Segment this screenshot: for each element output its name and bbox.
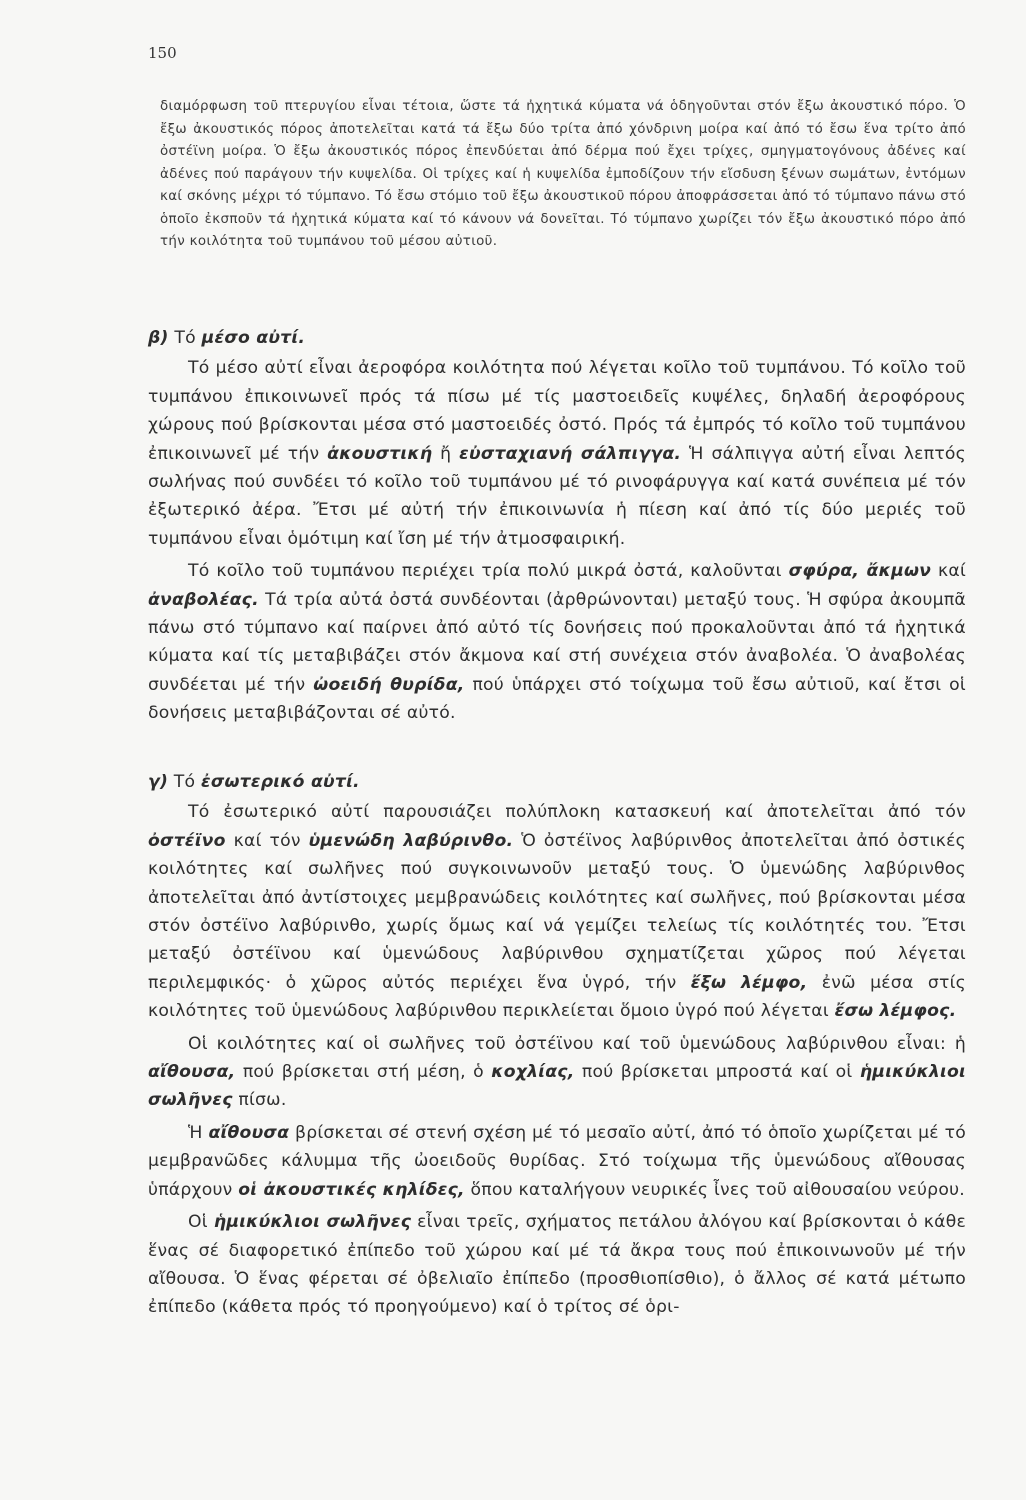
text-run: πού βρίσκεται μπροστά καί οἱ [581,1062,853,1083]
text-run: ἤ [440,443,452,464]
bold-term: ἔσω λέμφος. [834,1001,957,1022]
paragraph [148,1119,966,1204]
heading-term: ἐσωτερικό αὐτί. [201,772,360,792]
text-run: καί [937,561,967,582]
bold-term: αἴθουσα [208,1122,290,1143]
intro-block [160,96,966,254]
heading-article: Τό [173,772,196,792]
text-run: Τό ἐσωτερικό αὐτί παρουσιάζει πολύπλοκη κατασκευή καί ἀποτελεῖται ἀπό τόν [188,802,966,823]
section-inner-ear [148,768,966,1326]
bold-term: ἡμικύκλιοι σωλῆνες [148,1062,966,1111]
bold-term: ὠοειδή θυρίδα, [313,674,465,695]
page-number: 150 [148,44,177,62]
bold-term: οἱ ἀκουστικές κηλίδες, [238,1179,465,1200]
text-run: βρίσκεται σέ στενή σχέση μέ τό μεσαῖο αὐτί, ἀπό τό ὁποῖο χωρίζεται μέ τό μεμβρανῶδες κάλυμμα τῆς ὠοειδοῦς θυρίδας. Στό τοίχωμα τῆς ὑμενώδους αἴθουσας ὑπάρχουν [148,1122,966,1200]
paragraph [148,1030,966,1115]
bold-term: σφύρα, ἄκμων [788,561,932,582]
heading-term: μέσο αὐτί. [201,328,306,348]
intro-paragraph: διαμόρφωση τοῦ πτερυγίου εἶναι τέτοια, ὥστε τά ἠχητικά κύματα νά ὁδηγοῦνται στόν ἔξω ἀκουστικό πόρο. Ὁ ἔξω ἀκουστικός πόρος ἀποτελεῖται κατά τά ἔξω δύο τρίτα ἀπό χόνδρινη μοίρα καί ἀπό τό ἔσω ἕνα τρίτο ἀπό ὀστέϊνη μοίρα. Ὁ ἔξω ἀκουστικός πόρος ἐπενδύεται ἀπό δέρμα πού ἔχει τρίχες, σμηγματογόνους ἀδένες καί ἀδένες πού παράγουν τήν κυψελίδα. Οἱ τρίχες καί ἡ κυψελίδα ἐμποδίζουν τήν εἴσδυση ξένων σωμάτων, ἐντόμων καί σκόνης μέχρι τό τύμπανο. Τό ἔσω στόμιο τοῦ ἔξω ἀκουστικοῦ πόρου ἀποφράσσεται ἀπό τό τύμπανο πάνω στό ὁποῖο ἐκσποῦν τά ἠχητικά κύματα καί τό κάνουν νά δονεῖται. Τό τύμπανο χωρίζει τόν ἔξω ἀκουστικό πόρο ἀπό τήν κοιλότητα τοῦ τυμπάνου τοῦ μέσου αὐτιοῦ. [160,99,966,249]
bold-term: ὑμενώδη λαβύρινθο. [308,830,514,851]
paragraph [148,557,966,727]
bold-term: κοχλίας, [491,1062,575,1083]
text-run: εἶναι τρεῖς, σχήματος πετάλου ἀλόγου καί βρίσκονται ὁ κάθε ἕνας σέ διαφορετικό ἐπίπεδο τοῦ χώρου καί μέ τά ἄκρα τους πού ἐπικοινωνοῦν μέ τήν αἴθουσα. Ὁ ἕνας φέρεται σέ ὀβελιαῖο ἐπίπεδο (προσθιοπίσθιο), ὁ ἄλλος σέ κατά μέτωπο ἐπίπεδο (κάθετα πρός τό προηγούμενο) καί ὁ τρίτος σέ ὁρι- [148,1212,966,1318]
text-run: Τά τρία αὐτά ὀστά συνδέονται (ἀρθρώνονται) μεταξύ τους. Ἡ σφύρα ἀκουμπᾶ πάνω στό τύμπανο καί παίρνει ἀπό αὐτό τίς δονήσεις πού προκαλοῦνται ἀπό τά ἠχητικά κύματα καί τίς μεταβιβάζει στόν ἄκμονα καί στή συνέχεια στόν ἀναβολέα. Ὁ ἀναβολέας συνδέεται μέ τήν [148,589,966,695]
paragraph [148,798,966,1025]
bold-term: ἔξω λέμφο, [690,972,808,993]
section-heading [148,324,966,352]
text-run: πίσω. [238,1090,287,1111]
bold-term: ὀστέϊνο [148,830,226,851]
text-run: Ἡ [188,1122,203,1143]
bold-term: αἴθουσα, [148,1062,236,1083]
bold-term: ἡμικύκλιοι σωλῆνες [213,1212,412,1233]
text-run: Ἡ σάλπιγγα αὐτή εἶναι λεπτός σωλήνας πού συνδέει τό κοῖλο τοῦ τυμπάνου μέ τό ρινοφάρυγγα καί κατά συνέπεια μέ τόν ἐξωτερικό ἀέρα. Ἔτσι μέ αὐτή τήν ἐπικοινωνία ἡ πίεση καί ἀπό τίς δύο μεριές τοῦ τυμπάνου εἶναι ὁμότιμη καί ἴση μέ τήν ἀτμοσφαιρική. [148,443,967,549]
text-run: Οἱ κοιλότητες καί οἱ σωλῆνες τοῦ ὀστέϊνου καί τοῦ ὑμενώδους λαβύρινθου εἶναι: ἡ [188,1033,966,1054]
heading-article: Τό [174,328,196,348]
bold-term: εὐσταχιανή σάλπιγγα. [459,443,682,464]
text-run: πού βρίσκεται στή μέση, ὁ [242,1062,484,1083]
text-run: πού ὑπάρχει στό τοίχωμα τοῦ ἔσω αὐτιοῦ, καί ἔτσι οἱ δονήσεις μεταβιβάζονται σέ αὐτό. [148,674,966,724]
text-run: Τό μέσο αὐτί εἶναι ἀεροφόρα κοιλότητα πού λέγεται κοῖλο τοῦ τυμπάνου. Τό κοῖλο τοῦ τυμπάνου ἐπικοινωνεῖ πρός τά πίσω μέ τίς μαστοειδεῖς κυψέλες, δηλαδή ἀεροφόρους χώρους πού βρίσκονται μέσα στό μαστοειδές ὀστό. Πρός τά ἐμπρός τό κοῖλο τοῦ τυμπάνου ἐπικοινωνεῖ μέ τήν [148,358,966,464]
section-label: β) [148,328,169,348]
paragraph [148,354,966,553]
bold-term: ἀκουστική [327,443,433,464]
bold-term: ἀναβολέας. [148,589,259,610]
section-middle-ear [148,324,966,732]
paragraph [148,1208,966,1322]
section-label: γ) [148,772,169,792]
text-run: ὅπου καταλήγουν νευρικές ἶνες τοῦ αἰθουσαίου νεύρου. [470,1179,966,1200]
text-run: καί τόν [233,830,301,851]
section-heading [148,768,966,796]
text-run: Τό κοῖλο τοῦ τυμπάνου περιέχει τρία πολύ μικρά ὀστά, καλοῦνται [188,561,782,582]
text-run: Οἱ [188,1212,208,1233]
text-run: Ὁ ὀστέϊνος λαβύρινθος ἀποτελεῖται ἀπό ὀστικές κοιλότητες καί σωλῆνες πού συγκοινωνοῦν μεταξύ τους. Ὁ ὑμενώδης λαβύρινθος ἀποτελεῖται ἀπό ἀντίστοιχες μεμβρανώδεις κοιλότητες καί σωλῆνες, πού βρίσκονται μέσα στόν ὀστέϊνο λαβύρινθο, χωρίς ὅμως καί νά γεμίζει τελείως τίς κοιλότητές του. Ἔτσι μεταξύ ὀστέϊνου καί ὑμενώδους λαβύρινθου σχηματίζεται χῶρος πού λέγεται περιλεμφικός· ὁ χῶρος αὐτός περιέχει ἕνα ὑγρό, τήν [148,830,967,993]
text-run: ἐνῶ μέσα στίς κοιλότητες τοῦ ὑμενώδους λαβύρινθου περικλείεται ὅμοιο ὑγρό πού λέγεται [148,972,966,1022]
